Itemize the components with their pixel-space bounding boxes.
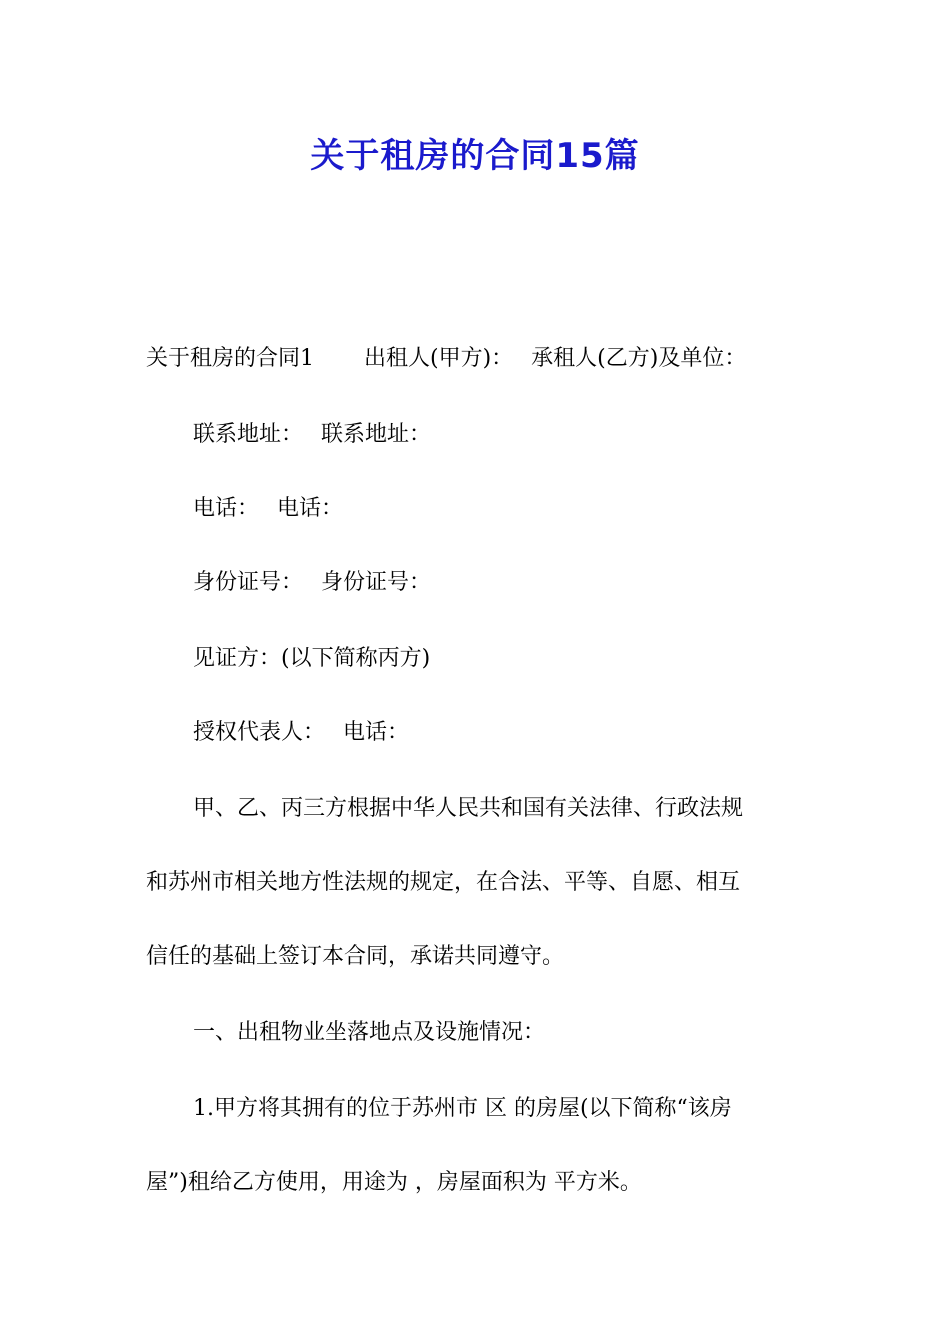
- lessee-phone-label: 电话：: [277, 496, 344, 521]
- lessor-phone-label: 电话：: [193, 496, 260, 521]
- preamble-line-1: 甲、乙、丙三方根据中华人民共和国有关法律、行政法规: [193, 796, 744, 821]
- preamble-line-3: 信任的基础上签订本合同，承诺共同遵守。: [146, 944, 565, 969]
- contract-header-line: [146, 344, 816, 374]
- rep-phone-label: 电话：: [343, 720, 410, 745]
- preamble-line-2: 和苏州市相关地方性法规的规定，在合法、平等、自愿、相互: [146, 870, 741, 895]
- address-line: [193, 420, 813, 450]
- clause-1-line-2: 屋”)租给乙方使用，用途为 ，房屋面积为 平方米。: [146, 1170, 642, 1195]
- document-title: 关于租房的合同15篇: [310, 136, 640, 176]
- lessor-id-label: 身份证号：: [193, 570, 304, 595]
- lessee-address-label: 联系地址：: [321, 422, 432, 447]
- authorized-rep-line: [193, 718, 813, 748]
- section-heading-1: 一、出租物业坐落地点及设施情况：: [193, 1020, 546, 1045]
- authorized-rep-label: 授权代表人：: [193, 720, 326, 745]
- clause-1-line-1: 1.甲方将其拥有的位于苏州市 区 的房屋(以下简称“该房: [193, 1096, 732, 1121]
- lessee-label: 承租人(乙方)及单位：: [531, 346, 747, 371]
- phone-line: [193, 494, 813, 524]
- lessor-label: 出租人(甲方)：: [364, 346, 514, 371]
- lessee-id-label: 身份证号：: [321, 570, 432, 595]
- id-number-line: [193, 568, 813, 598]
- contract-number-label: 关于租房的合同1: [146, 346, 314, 371]
- witness-line: 见证方：(以下简称丙方): [193, 646, 431, 671]
- lessor-address-label: 联系地址：: [193, 422, 304, 447]
